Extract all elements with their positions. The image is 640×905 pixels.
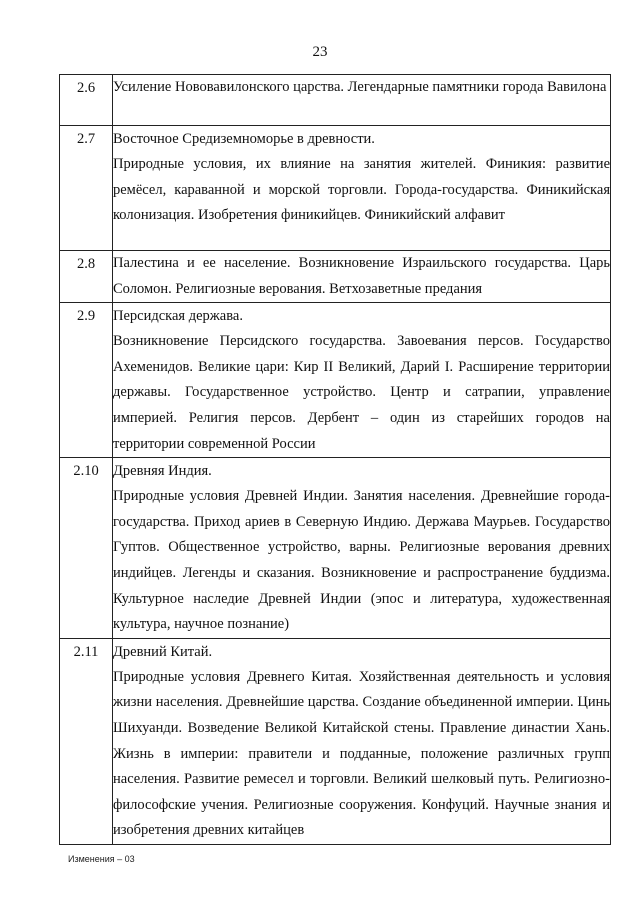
row-body: Природные условия Древней Индии. Занятия населения. Древнейшие города-государства. Приход ариев в Северную Индию. Держава Маурьев. Государство Гуптов. Общественное устройство, варны. Религиозные верования древних индийцев. Легенды и сказания. Возникновение и распространение буддизма. Культурное наследие Древней Индии (эпос и литература, художественная культура, научное познание)	[113, 488, 610, 633]
row-number: 2.8	[60, 251, 113, 303]
footer-revision-note: Изменения – 03	[68, 854, 135, 864]
curriculum-table	[59, 74, 611, 845]
row-body: Природные условия, их влияние на занятия жителей. Финикия: развитие ремёсел, караванной и морской торговли. Города-государства. Финикийская колонизация. Изобретения финикийцев. Финикийский алфавит	[113, 156, 610, 224]
row-number: 2.9	[60, 303, 113, 458]
page-number: 23	[312, 44, 328, 60]
row-content	[113, 126, 611, 251]
row-content	[113, 75, 611, 126]
row-number: 2.11	[60, 638, 113, 844]
row-content	[113, 251, 611, 303]
row-heading: Восточное Средиземноморье в древности.	[113, 131, 375, 147]
row-heading: Древняя Индия.	[113, 463, 212, 480]
row-body: Природные условия Древнего Китая. Хозяйственная деятельность и условия жизни населения. Древнейшие царства. Создание объединенной империи. Цинь Шихуанди. Возведение Великой Китайской стены. Правление династии Хань. Жизнь в империи: правители и подданные, положение различных групп населения. Развитие ремесел и торговли. Великий шелковый путь. Религиозно-философские учения. Религиозные сооружения. Конфуций. Научные знания и изобретения древних китайцев	[113, 668, 610, 839]
table-row	[60, 75, 611, 126]
row-number: 2.6	[60, 75, 113, 126]
row-heading: Усиление Нововавилонского царства. Легендарные памятники города Вавилона	[113, 79, 607, 95]
table-row	[60, 251, 611, 303]
row-content	[113, 303, 611, 458]
row-number: 2.10	[60, 458, 113, 639]
table-row	[60, 126, 611, 251]
row-heading: Персидская держава.	[113, 308, 243, 325]
row-heading: Палестина и ее население. Возникновение Израильского государства. Царь Соломон. Религиозные верования. Ветхозаветные предания	[113, 255, 610, 297]
row-content	[113, 458, 611, 639]
row-heading: Древний Китай.	[113, 643, 213, 660]
table-row	[60, 458, 611, 639]
table-row	[60, 303, 611, 458]
row-body: Возникновение Персидского государства. Завоевания персов. Государство Ахеменидов. Великие цари: Кир II Великий, Дарий I. Расширение территории державы. Государственное устройство. Центр и сатрапии, управление империей. Религия персов. Дербент – один из старейших городов на территории современной России	[113, 333, 610, 452]
row-number: 2.7	[60, 126, 113, 251]
row-content	[113, 638, 611, 844]
table-row	[60, 638, 611, 844]
